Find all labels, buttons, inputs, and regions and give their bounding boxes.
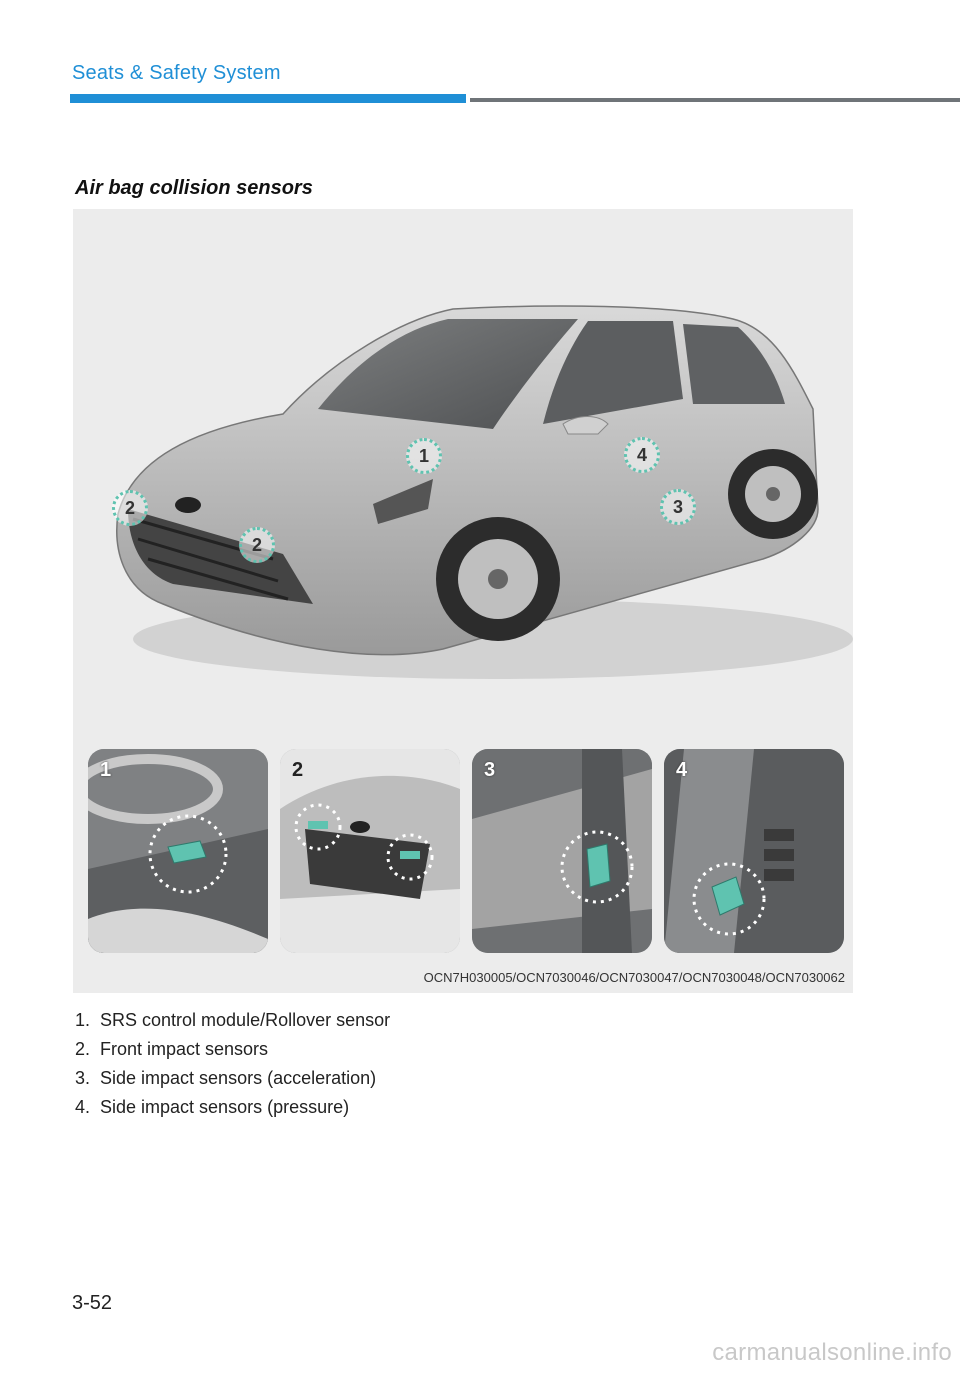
callout-4: 4 <box>624 437 660 473</box>
inset-4-number: 4 <box>676 759 688 781</box>
sensor-location-figure <box>73 209 853 993</box>
figure-code: OCN7H030005/OCN7030046/OCN7030047/OCN7030048/OCN7030062 <box>423 970 845 985</box>
door-panel-sensor-icon <box>664 749 844 953</box>
watermark: carmanualsonline.info <box>712 1339 952 1366</box>
inset-1-number: 1 <box>100 759 112 781</box>
inset-4 <box>664 749 844 953</box>
header-rule-gray <box>470 98 960 102</box>
front-grille-sensor-icon <box>280 749 460 953</box>
steering-console-sensor-icon <box>88 749 268 953</box>
page-number: 3-52 <box>72 1292 113 1314</box>
legend-item: 2. Front impact sensors <box>75 1039 269 1059</box>
car-illustration <box>73 209 853 749</box>
header-rule-blue <box>70 94 466 103</box>
inset-3 <box>472 749 652 953</box>
inset-3-number: 3 <box>484 759 496 781</box>
inset-2-number: 2 <box>292 759 304 781</box>
section-title: Seats & Safety System <box>72 62 281 84</box>
callout-2-center: 2 <box>239 527 275 563</box>
sensor-legend <box>75 1006 390 1122</box>
page-heading: Air bag collision sensors <box>75 177 313 199</box>
callout-1: 1 <box>406 438 442 474</box>
inset-2 <box>280 749 460 953</box>
legend-item: 3. Side impact sensors (acceleration) <box>75 1068 377 1088</box>
callout-3: 3 <box>660 489 696 525</box>
callout-2-left: 2 <box>112 490 148 526</box>
b-pillar-sensor-icon <box>472 749 652 953</box>
legend-item: 1. SRS control module/Rollover sensor <box>75 1010 391 1030</box>
inset-1 <box>88 749 268 953</box>
legend-item: 4. Side impact sensors (pressure) <box>75 1097 350 1117</box>
